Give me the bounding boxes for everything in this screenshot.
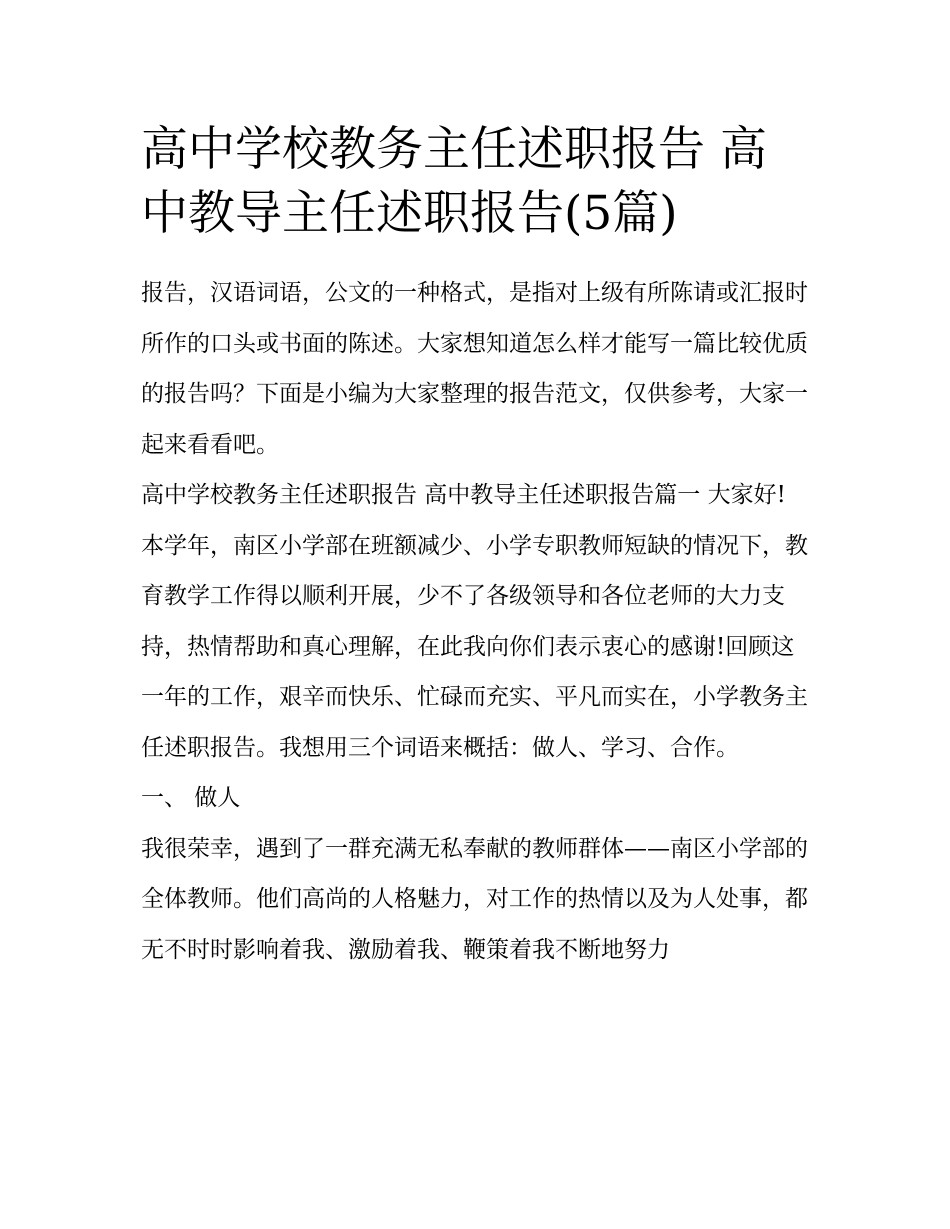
paragraph-intro: 报告，汉语词语，公文的一种格式，是指对上级有所陈请或汇报时所作的口头或书面的陈述。大家想知道怎么样才能写一篇比较优质的报告吗？下面是小编为大家整理的报告范文，仅供参考，大家一起来看看吧。 xyxy=(141,280,808,458)
paragraph-body: 我很荣幸，遇到了一群充满无私奉献的教师群体——南区小学部的全体教师。他们高尚的人格魅力，对工作的热情以及为人处事，都无不时时影响着我、激励着我、鞭策着我不断地努力 xyxy=(141,835,808,963)
document-body xyxy=(141,118,813,975)
section-heading-zuoren: 一、 做人 xyxy=(141,785,241,811)
document-title: 高中学校教务主任述职报告 高中教导主任述职报告(5篇) xyxy=(141,122,767,241)
paragraph-body: 本学年，南区小学部在班额减少、小学专职教师短缺的情况下，教育教学工作得以顺利开展，少不了各级领导和各位老师的大力支持，热情帮助和真心理解，在此我向你们表示衷心的感谢!回顾这一年的工作，艰辛而快乐、忙碌而充实、平凡而实在，小学教务主任述职报告。我想用三个词语来概括：做人、学习、合作。 xyxy=(141,532,808,761)
paragraph-heading-chapter-one: 高中学校教务主任述职报告 高中教导主任述职报告篇一 大家好! xyxy=(141,482,786,508)
